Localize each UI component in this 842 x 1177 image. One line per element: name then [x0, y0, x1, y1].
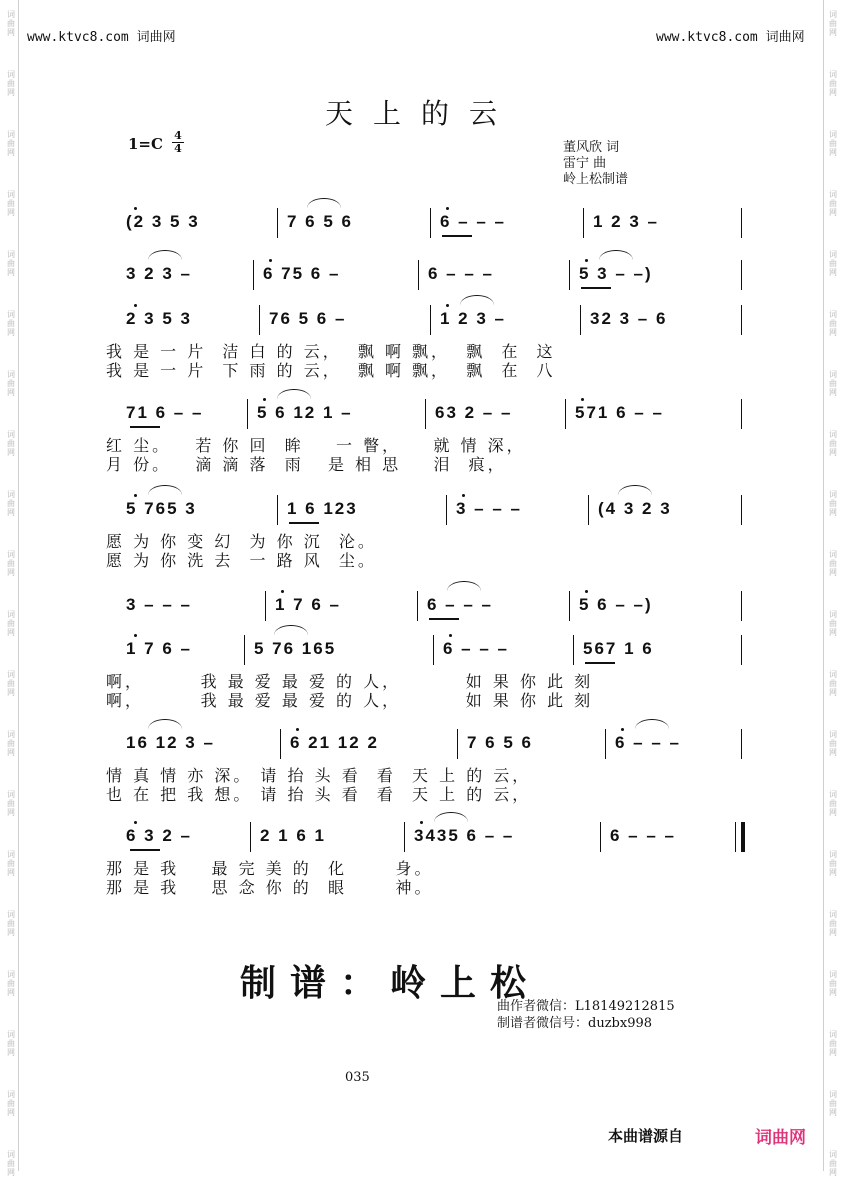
measure: 2 3 5 3 — [126, 309, 192, 328]
arranger-signature: 制谱：岭上松 — [240, 962, 541, 1004]
arranger-credit: 岭上松制谱 — [563, 172, 629, 187]
header-site-left[interactable]: www.ktvc8.com 词曲网 — [27, 30, 176, 45]
measure: 6 – – – — [440, 212, 506, 231]
measure: 6 75 6 – — [263, 264, 341, 283]
song-title: 天上的云 — [324, 97, 517, 130]
slur-arc — [618, 485, 652, 495]
bar-line — [418, 260, 419, 290]
measure: 6 3 2 – — [126, 826, 192, 845]
bar-line — [588, 495, 589, 525]
side-watermark: 词 曲 网 — [829, 130, 837, 157]
slur-arc — [148, 719, 182, 729]
side-watermark: 词 曲 网 — [829, 910, 837, 937]
side-watermark: 词 曲 网 — [7, 610, 15, 637]
beam-underline — [585, 662, 615, 664]
octave-dot — [134, 207, 137, 210]
slur-arc — [148, 485, 182, 495]
octave-dot — [134, 304, 137, 307]
bar-line — [430, 208, 431, 238]
side-watermark: 词 曲 网 — [829, 490, 837, 517]
measure: 3 2 3 – — [126, 264, 192, 283]
side-watermark: 词 曲 网 — [7, 10, 15, 37]
lyric-line: 情 真 情 亦 深。 请 抬 头 看 看 天 上 的 云， — [106, 766, 532, 785]
side-watermark: 词 曲 网 — [7, 850, 15, 877]
side-watermark: 词 曲 网 — [829, 730, 837, 757]
side-watermark: 词 曲 网 — [7, 550, 15, 577]
side-watermark: 词 曲 网 — [829, 670, 837, 697]
octave-dot — [269, 259, 272, 262]
measure: 5 765 3 — [126, 499, 197, 518]
side-watermark: 词 曲 网 — [829, 550, 837, 577]
side-watermark: 词 曲 网 — [7, 310, 15, 337]
bar-line — [741, 822, 745, 852]
side-watermark: 词 曲 网 — [829, 250, 837, 277]
octave-dot — [462, 494, 465, 497]
side-watermark: 词 曲 网 — [7, 430, 15, 457]
side-watermark: 词 曲 网 — [7, 910, 15, 937]
time-signature-bottom: 4 — [172, 142, 184, 155]
measure: 76 5 6 – — [269, 309, 347, 328]
bar-line — [433, 635, 434, 665]
lyric-line: 也 在 把 我 想。 请 抬 头 看 看 天 上 的 云， — [106, 785, 532, 804]
slur-arc — [447, 581, 481, 591]
composer-credit: 雷宁 曲 — [563, 156, 607, 171]
slur-arc — [277, 389, 311, 399]
bar-line — [741, 591, 742, 621]
bar-line — [741, 495, 742, 525]
side-watermark: 词 曲 网 — [7, 730, 15, 757]
measure: 1 7 6 – — [275, 595, 341, 614]
measure: 3435 6 – – — [414, 826, 515, 845]
composer-wechat: 曲作者微信：L18149212815 — [497, 999, 675, 1014]
side-watermark: 词 曲 网 — [829, 430, 837, 457]
lyric-line: 啊， 我 最 爱 最 爱 的 人， 如 果 你 此 刻 — [106, 691, 594, 710]
page-number: 035 — [345, 1070, 370, 1085]
bar-line — [583, 208, 584, 238]
lyric-line: 我 是 一 片 下 雨 的 云， 飘 啊 飘， 飘 在 八 — [106, 361, 556, 380]
side-watermark: 词 曲 网 — [829, 970, 837, 997]
octave-dot — [449, 634, 452, 637]
side-watermark: 词 曲 网 — [829, 610, 837, 637]
measure: 2 1 6 1 — [260, 826, 326, 845]
measure: 5 6 – –) — [579, 595, 653, 614]
bar-line — [244, 635, 245, 665]
octave-dot — [420, 821, 423, 824]
octave-dot — [585, 590, 588, 593]
measure: 6 – – – — [443, 639, 509, 658]
lyric-line: 红 尘。 若 你 回 眸 一 瞥， 就 情 深， — [106, 436, 526, 455]
slur-arc — [635, 719, 669, 729]
measure: 32 3 – 6 — [590, 309, 668, 328]
lyric-line: 愿 为 你 洗 去 一 路 风 尘。 — [106, 551, 377, 570]
time-signature — [172, 130, 184, 155]
side-watermark: 词 曲 网 — [7, 970, 15, 997]
octave-dot — [281, 590, 284, 593]
measure: 6 – – – — [610, 826, 676, 845]
beam-underline — [130, 426, 160, 428]
beam-underline — [289, 522, 319, 524]
measure: 5 76 165 — [254, 639, 337, 658]
measure: 1 6 123 — [287, 499, 358, 518]
measure: 7 6 5 6 — [287, 212, 353, 231]
bar-line — [741, 399, 742, 429]
slur-arc — [434, 812, 468, 822]
header-site-right[interactable]: www.ktvc8.com 词曲网 — [656, 30, 805, 45]
bar-line — [404, 822, 405, 852]
slur-arc — [307, 198, 341, 208]
bar-line — [259, 305, 260, 335]
bar-line — [253, 260, 254, 290]
side-watermark: 词 曲 网 — [829, 1150, 837, 1177]
key-signature: 1=C — [128, 135, 163, 153]
footer-source-brand[interactable]: 词曲网 — [755, 1128, 806, 1148]
octave-dot — [585, 259, 588, 262]
measure: 16 12 3 – — [126, 733, 215, 752]
side-watermark: 词 曲 网 — [7, 190, 15, 217]
bar-line — [250, 822, 251, 852]
side-watermark: 词 曲 网 — [7, 670, 15, 697]
side-watermark: 词 曲 网 — [7, 1090, 15, 1117]
octave-dot — [621, 728, 624, 731]
bar-line — [600, 822, 601, 852]
lyric-line: 那 是 我 最 完 美 的 化 身。 — [106, 859, 434, 878]
octave-dot — [296, 728, 299, 731]
bar-line — [430, 305, 431, 335]
measure: 6 – – – — [427, 595, 493, 614]
octave-dot — [446, 304, 449, 307]
measure: (2 3 5 3 — [126, 212, 200, 231]
footer-source-label: 本曲谱源自 — [608, 1127, 684, 1145]
measure: 1 7 6 – — [126, 639, 192, 658]
lyric-line: 愿 为 你 变 幻 为 你 沉 沦。 — [106, 532, 377, 551]
side-watermark: 词 曲 网 — [829, 790, 837, 817]
beam-underline — [130, 849, 160, 851]
side-watermark: 词 曲 网 — [829, 370, 837, 397]
bar-line — [741, 305, 742, 335]
octave-dot — [263, 398, 266, 401]
bar-line — [741, 260, 742, 290]
measure: 5 3 – –) — [579, 264, 653, 283]
bar-line — [247, 399, 248, 429]
side-watermark: 词 曲 网 — [7, 70, 15, 97]
octave-dot — [446, 207, 449, 210]
side-watermark: 词 曲 网 — [7, 1150, 15, 1177]
slur-arc — [148, 250, 182, 260]
side-watermark: 词 曲 网 — [7, 790, 15, 817]
octave-dot — [581, 398, 584, 401]
lyric-line: 我 是 一 片 洁 白 的 云， 飘 啊 飘， 飘 在 这 — [106, 342, 556, 361]
measure: 1 2 3 – — [440, 309, 506, 328]
lyric-line: 月 份。 滴 滴 落 雨 是 相 思 泪 痕， — [106, 455, 507, 474]
measure: 571 6 – – — [575, 403, 664, 422]
measure: (4 3 2 3 — [598, 499, 672, 518]
beam-underline — [429, 618, 459, 620]
measure: 6 21 12 2 — [290, 733, 379, 752]
arranger-wechat: 制谱者微信号：duzbx998 — [497, 1016, 653, 1031]
lyric-line: 啊， 我 最 爱 最 爱 的 人， 如 果 你 此 刻 — [106, 672, 594, 691]
side-watermark: 词 曲 网 — [829, 10, 837, 37]
bar-line — [569, 591, 570, 621]
bar-line — [417, 591, 418, 621]
side-watermark: 词 曲 网 — [829, 1090, 837, 1117]
bar-line — [277, 495, 278, 525]
bar-line — [580, 305, 581, 335]
bar-line — [605, 729, 606, 759]
side-watermark: 词 曲 网 — [829, 310, 837, 337]
side-watermark: 词 曲 网 — [7, 250, 15, 277]
side-watermark: 词 曲 网 — [7, 130, 15, 157]
slur-arc — [599, 250, 633, 260]
bar-line — [277, 208, 278, 238]
bar-line — [265, 591, 266, 621]
measure: 63 2 – – — [435, 403, 513, 422]
side-watermark: 词 曲 网 — [7, 370, 15, 397]
bar-line — [425, 399, 426, 429]
time-signature-top: 4 — [174, 129, 182, 142]
measure: 1 2 3 – — [593, 212, 659, 231]
bar-line — [280, 729, 281, 759]
slur-arc — [274, 625, 308, 635]
lyric-line: 那 是 我 思 念 你 的 眼 神。 — [106, 878, 434, 897]
measure: 6 – – – — [615, 733, 681, 752]
final-bar-line — [735, 822, 736, 852]
bar-line — [741, 208, 742, 238]
measure: 71 6 – – — [126, 403, 204, 422]
bar-line — [569, 260, 570, 290]
beam-underline — [581, 287, 611, 289]
side-watermark: 词 曲 网 — [829, 190, 837, 217]
bar-line — [457, 729, 458, 759]
side-watermark: 词 曲 网 — [7, 1030, 15, 1057]
octave-dot — [134, 634, 137, 637]
slur-arc — [460, 295, 494, 305]
octave-dot — [134, 821, 137, 824]
bar-line — [741, 729, 742, 759]
beam-underline — [442, 235, 472, 237]
measure: 5 6 12 1 – — [257, 403, 353, 422]
measure: 567 1 6 — [583, 639, 654, 658]
bar-line — [565, 399, 566, 429]
bar-line — [741, 635, 742, 665]
bar-line — [573, 635, 574, 665]
bar-line — [446, 495, 447, 525]
measure: 7 6 5 6 — [467, 733, 533, 752]
side-watermark: 词 曲 网 — [829, 70, 837, 97]
side-watermark: 词 曲 网 — [829, 850, 837, 877]
measure: 3 – – – — [126, 595, 192, 614]
measure: 6 – – – — [428, 264, 494, 283]
octave-dot — [134, 494, 137, 497]
side-watermark: 词 曲 网 — [7, 490, 15, 517]
side-watermark: 词 曲 网 — [829, 1030, 837, 1057]
measure: 3 – – – — [456, 499, 522, 518]
lyricist-credit: 董风欣 词 — [563, 140, 620, 155]
